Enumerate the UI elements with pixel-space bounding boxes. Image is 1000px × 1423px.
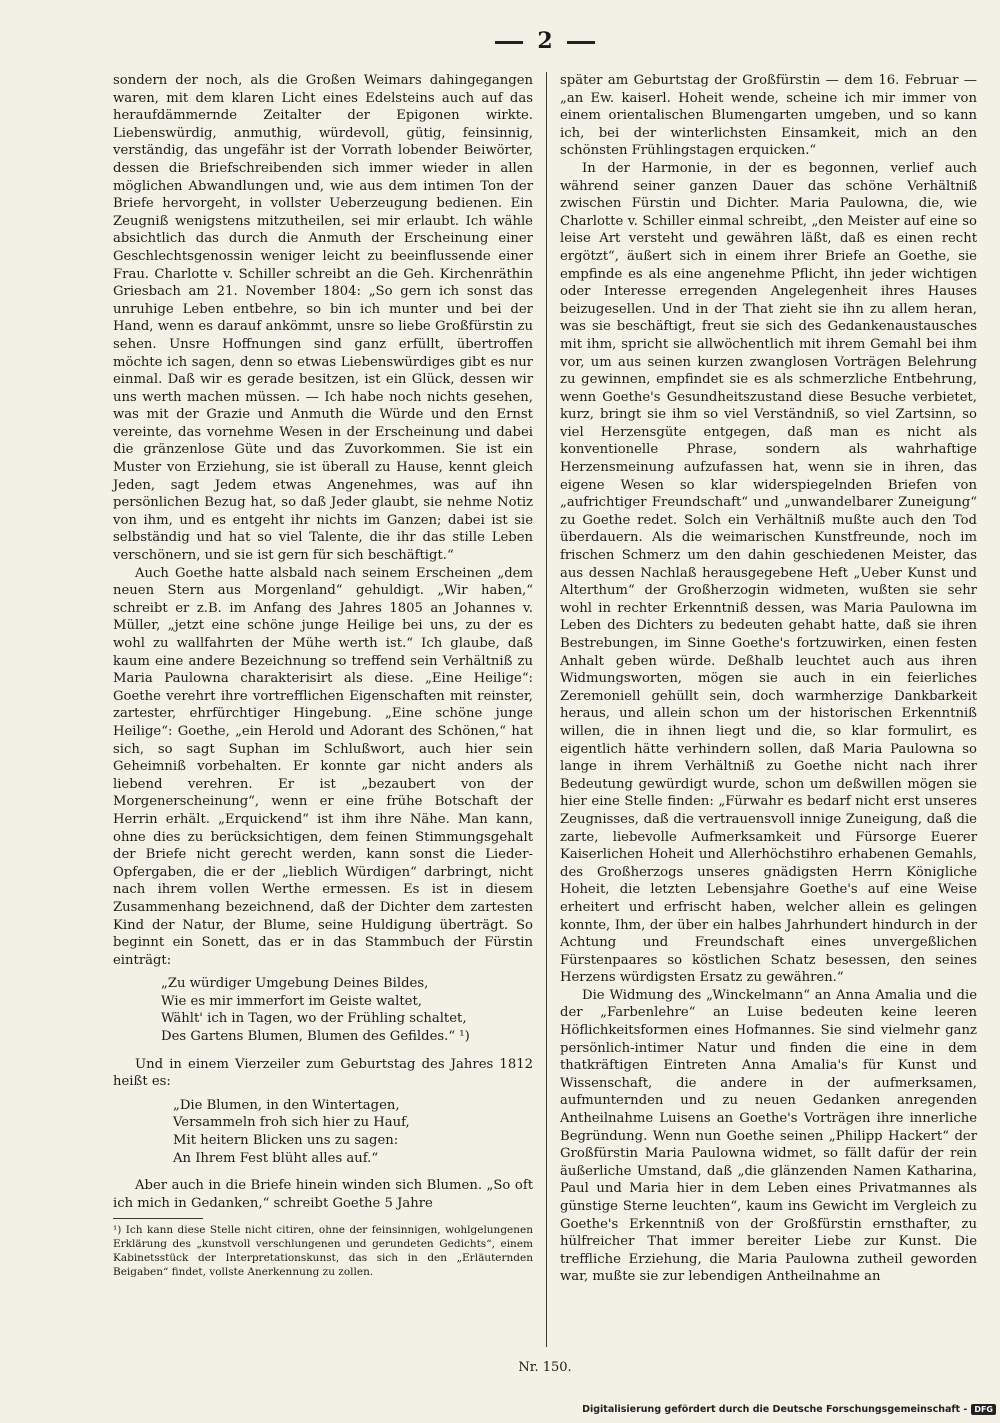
verse-line: Versammeln froh sich hier zu Hauf,: [173, 1115, 410, 1131]
left-paragraph-1: sondern der noch, als die Großen Weimars dahingegangen waren, mit dem klaren Licht eines Edelsteins auch auf das heraufdämmernde Zeitalter der Epigonen wirkte. Liebenswürdig, anmuthig, würdevoll, gütig, feinsinnig, verständig, das ungefähr ist der Vorrath lobender Beiwörter, dessen die Briefschreibenden sich immer wieder in allen möglichen Abwandlungen und, wie aus dem intimen Ton der Briefe hervorgeht, in vollster Ueberzeugung bedienen. Ein Zeugniß wenigstens mitzutheilen, sei mir erlaubt. Ich wähle absichtlich das durch die Anmuth der Erscheinung einer Geschlechtsgenossin weniger leicht zu beeinflussende einer Frau. Charlotte v. Schiller schreibt an die Geh. Kirchenräthin Griesbach am 21. November 1804: „So gern ich sonst das unruhige Leben entbehre, so bin ich munter und bei der Hand, wenn es darauf ankömmt, unsre so liebe Großfürstin zu sehen. Unsre Hoffnungen sind ganz erfüllt, übertroffen möchte ich sagen, denn so etwas Liebenswürdiges gibt es nur einmal. Daß wir es gerade besitzen, ist ein Glück, dessen wir uns werth machen müssen. — Ich habe noch nichts gesehen, was mit der Grazie und Anmuth die Würde und den Ernst vereinte, das vornehme Wesen in der Erscheinung und dabei die gränzenlose Güte und das Zuvorkommen. Sie ist ein Muster von Erziehung, sie ist überall zu Hause, kennt gleich Jeden, sagt Jedem etwas Angenehmes, was auf ihn persönlichen Bezug hat, so daß Jeder glaubt, sie nehme Notiz von ihm, und es entgeht ihr nichts im Ganzen; dabei ist sie selbständig und hat so viel Talente, die ihr das stille Leben verschönern, und sie ist gern für sich beschäftigt.“: [113, 73, 533, 564]
right-paragraph-1: später am Geburtstag der Großfürstin — dem 16. Februar — „an Ew. kaiserl. Hoheit wende, scheine ich mir immer von einem orientalischen Blumengarten umgeben, und so kann ich, bei der winterlichsten Einsamkeit, mich an den schönsten Frühlingstagen erquicken.“: [560, 73, 977, 159]
digitization-credit: [582, 1404, 996, 1415]
footnote-rule: [113, 1218, 203, 1219]
verse-line: Des Gartens Blumen, Blumen des Gefildes.“ ¹): [161, 1029, 470, 1045]
left-paragraph-3: Und in einem Vierzeiler zum Geburtstag des Jahres 1812 heißt es:: [113, 1056, 533, 1090]
verse-line: Wie es mir immerfort im Geiste waltet,: [161, 993, 422, 1009]
left-paragraph-4: Aber auch in die Briefe hinein winden sich Blumen. „So oft ich mich in Gedanken,“ schreibt Goethe 5 Jahre: [113, 1178, 533, 1211]
verse-line: „Die Blumen, in den Wintertagen,: [173, 1097, 400, 1113]
issue-number: Nr. 150.: [518, 1360, 572, 1375]
page-number: 2: [537, 28, 553, 54]
footnote: ¹) Ich kann diese Stelle nicht citiren, ohne der feinsinnigen, wohlgelungenen Erklärung des „kunstvoll verschlungenen und gerundeten Gedichts“, einem Kabinetsstück der Interpretationskunst, das sich in den „Erläuternden Beigaben“ findet, vollste Anerkennung zu zollen.: [113, 1224, 533, 1279]
right-paragraph-3: Die Widmung des „Winckelmann“ an Anna Amalia und die der „Farbenlehre“ an Luise bedeuten keine leeren Höflichkeitsformen eines Hofmannes. Sie sind vielmehr ganz persönlich-intimer Natur und finden die eine in dem thatkräftigen Eintreten Anna Amalia's für Kunst und Wissenschaft, die andere in der aufmerksamen, aufmunternden und zu neuen Gedanken anregenden Antheilnahme Luisens an Goethe's Vorträgen ihre innerliche Begründung. Wenn nun Goethe seinen „Philipp Hackert“ der Großfürstin Maria Paulowna widmet, so fällt dafür der rein äußerliche Umstand, daß „die glänzenden Namen Katharina, Paul und Maria hier in dem Leben eines Privatmannes als günstige Sterne leuchten“, kaum ins Gewicht im Vergleich zu Goethe's Erkenntniß von der Großfürstin ernsthafter, zu hülfreicher That immer bereiter Liebe zur Kunst. Die treffliche Erziehung, die Maria Paulowna zutheil geworden war, mußte sie zur lebendigen Antheilnahme an: [560, 987, 977, 1285]
verse-line: An Ihrem Fest blüht alles auf.“: [173, 1150, 379, 1166]
sonnet-verse: [161, 975, 533, 1045]
right-column: [560, 72, 977, 1286]
dfg-logo: DFG: [971, 1404, 996, 1415]
header-dash-right: [567, 41, 595, 44]
credit-text: Digitalisierung gefördert durch die Deutsche Forschungsgemeinschaft -: [582, 1404, 968, 1415]
right-paragraph-2: In der Harmonie, in der es begonnen, verlief auch während seiner ganzen Dauer das schöne Verhältniß zwischen Fürstin und Dichter. Maria Paulowna, die, wie Charlotte v. Schiller einmal schreibt, „den Meister auf eine so leise Art versteht und gewähren läßt, daß es einen recht ergötzt“, äußert sich in einem ihrer Briefe an Goethe, sie empfinde es als eine angenehme Pflicht, ihn jeder wichtigen oder Interesse erregenden Angelegenheit ihres Hauses beizugesellen. Und in der That zieht sie ihn zu allem heran, was sie beschäftigt, freut sie sich des Gedankenaustausches mit ihm, spricht sie allwöchentlich mit ihrem Gemahl bei ihm vor, um aus seinen kurzen zwanglosen Vorträgen Belehrung zu gewinnen, empfindet sie es als schmerzliche Entbehrung, wenn Goethe's Gesundheitszustand diese Besuche verbietet, kurz, bringt sie ihm so viel Verständniß, so viel Zartsinn, so viel Herzensgüte entgegen, daß man es nicht als konventionelle Phrase, sondern als wahrhaftige Herzensmeinung aufzufassen hat, wenn sie in ihren, das eigene Wesen so klar widerspiegelnden Briefen von „aufrichtiger Freundschaft“ und „unwandelbarer Zuneigung“ zu Goethe redet. Solch ein Verhältniß mußte auch den Tod überdauern. Als die weimarischen Kunstfreunde, noch im frischen Schmerz um den dahin geschiedenen Meister, das aus dessen Nachlaß herausgegebene Heft „Ueber Kunst und Alterthum“ der Großherzogin widmeten, wußten sie sehr wohl in rechter Erkenntniß dessen, was Maria Paulowna im Leben des Dichters zu bedeuten gehabt hatte, daß sie ihren Bestrebungen, im Sinne Goethe's fortzuwirken, einen festen Anhalt geben würde. Deßhalb leuchtet auch aus ihren Widmungsworten, mögen sie auch in ein feierliches Zeremoniell gehüllt sein, doch warmherzige Dankbarkeit heraus, und allein schon um der historischen Erkenntniß willen, die in ihnen liegt und die, so klar formulirt, es eigentlich hätte verhindern sollen, daß Maria Paulowna so lange in ihrem Verhältniß zu Goethe nicht nach ihrer Bedeutung gewürdigt wurde, schon um deßwillen mögen sie hier eine Stelle finden: „Fürwahr es bedarf nicht erst unseres Zeugnisses, daß die vertrauensvoll innige Zuneigung, daß die zarte, liebevolle Aufmerksamkeit und Fürsorge Euerer Kaiserlichen Hoheit und Allerhöchstihro erhabenen Gemahls, des Großherzogs unseres gnädigsten Herrn Königliche Hoheit, die letzten Lebensjahre Goethe's auf eine Weise erheitert und erfrischt haben, welcher allein es gelingen konnte, Ihm, der über ein halbes Jahrhundert hindurch in der Achtung und Freundschaft eines unvergeßlichen Fürstenpaares so köstlichen Schatz besessen, den seines Herzens würdigsten Ersatz zu gewähren.“: [560, 160, 977, 986]
page-header: [0, 28, 1000, 54]
verse-line: Mit heitern Blicken uns zu sagen:: [173, 1133, 399, 1149]
header-dash-left: [495, 41, 523, 44]
column-divider: [546, 72, 547, 1347]
left-column: [113, 72, 533, 1279]
verse-line: Wählt' ich in Tagen, wo der Frühling schaltet,: [161, 1011, 467, 1027]
verse-line: „Zu würdiger Umgebung Deines Bildes,: [161, 976, 429, 992]
left-paragraph-2: Auch Goethe hatte alsbald nach seinem Erscheinen „dem neuen Stern aus Morgenland“ gehuldigt. „Wir haben,“ schreibt er z.B. im Anfang des Jahres 1805 an Johannes v. Müller, „jetzt eine schöne junge Heilige bei uns, zu der es wohl zu wallfahrten der Mühe werth ist.“ Ich glaube, daß kaum eine andere Bezeichnung so treffend sein Verhältniß zu Maria Paulowna charakterisirt als diese. „Eine Heilige“: Goethe verehrt ihre vortrefflichen Eigenschaften mit reinster, zartester, ehrfürchtiger Hingebung. „Eine schöne junge Heilige“: Goethe, „ein Herold und Adorant des Schönen,“ hat sich, so sagt Suphan im Schlußwort, auch hier sein Geheimniß vorbehalten. Er konnte gar nicht anders als liebend verehren. Er ist „bezaubert von der Morgenerscheinung“, wenn er eine frühe Botschaft der Herrin erhält. „Erquickend“ ist ihm ihre Nähe. Man kann, ohne dies zu berücksichtigen, dem feinen Stimmungsgehalt der Briefe nicht gerecht werden, kann sonst die Lieder-Opfergaben, die er der „lieblich Würdigen“ darbringt, nicht nach ihrem vollen Werthe ermessen. Es ist in diesem Zusammenhang bezeichnend, daß der Dichter dem zartesten Kind der Natur, der Blume, seine Huldigung überträgt. So beginnt ein Sonett, das er in das Stammbuch der Fürstin einträgt:: [113, 565, 533, 968]
quatrain-verse: [173, 1097, 533, 1167]
